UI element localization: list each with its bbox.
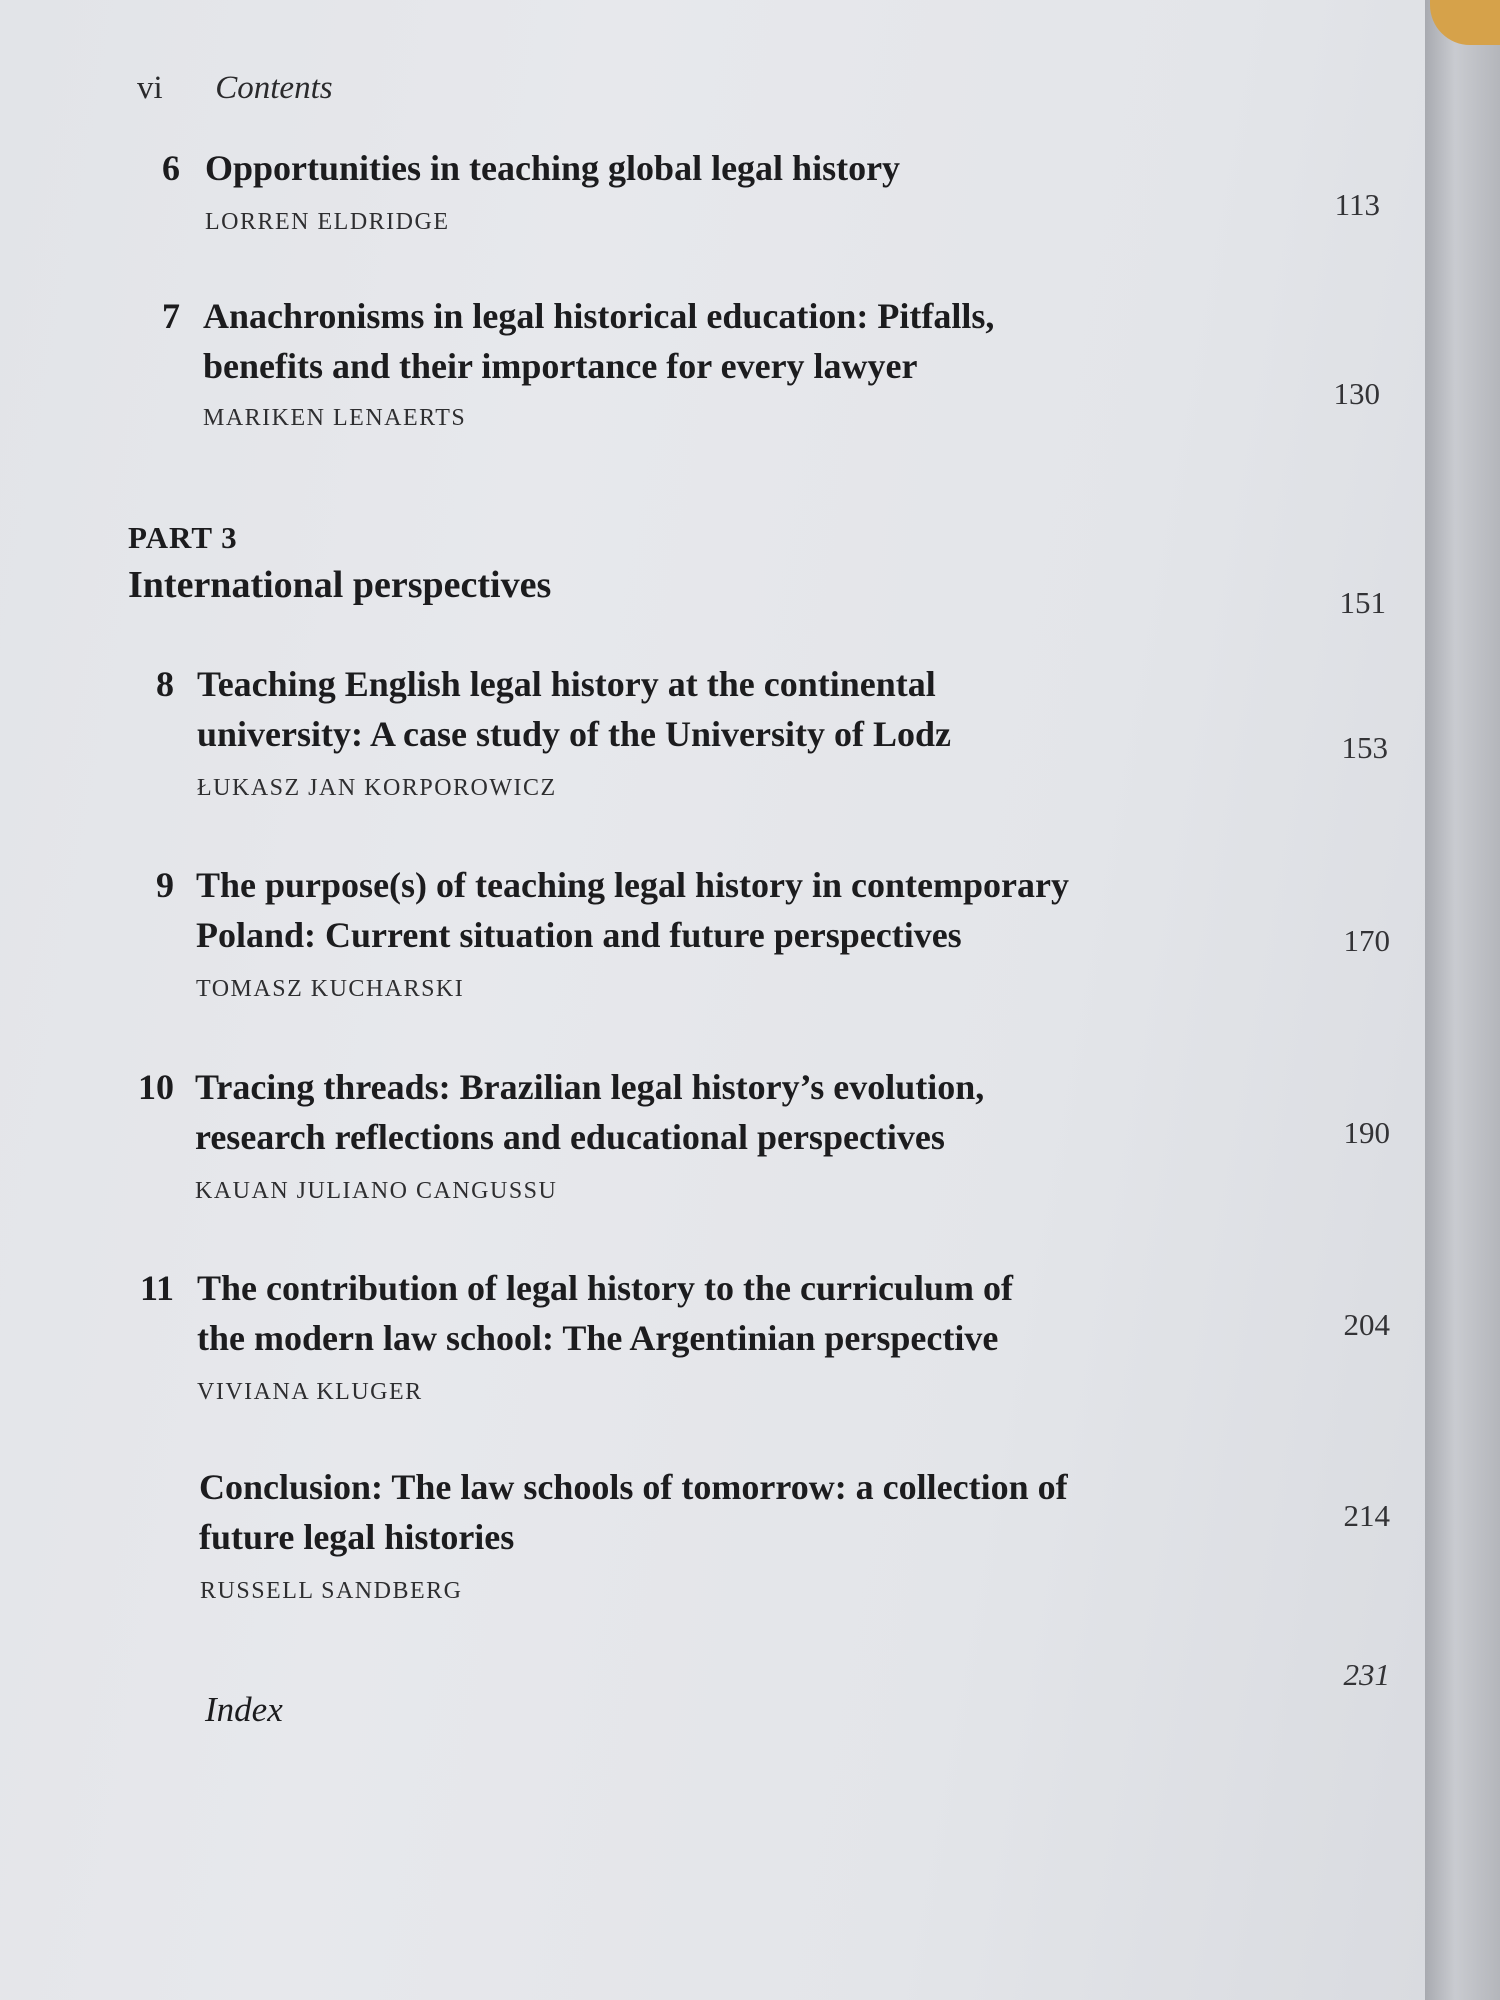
- chapter-number: 8: [156, 664, 174, 704]
- index-label: Index: [205, 1690, 283, 1729]
- chapter-author: MARIKEN LENAERTS: [203, 405, 467, 431]
- part-title: International perspectives: [128, 564, 552, 606]
- chapter-page: 153: [1341, 730, 1388, 765]
- chapter-title-line: Teaching English legal history at the continental: [197, 664, 936, 704]
- running-title: Contents: [215, 70, 333, 106]
- chapter-title-line: The contribution of legal history to the curriculum of: [197, 1268, 1013, 1308]
- chapter-title: [195, 1062, 984, 1162]
- chapter-title-line: Poland: Current situation and future perspectives: [196, 915, 962, 955]
- conclusion-title-line: future legal histories: [199, 1517, 515, 1557]
- chapter-author: LORREN ELDRIDGE: [205, 209, 450, 235]
- chapter-number: 10: [138, 1067, 174, 1107]
- conclusion-author: RUSSELL SANDBERG: [200, 1578, 463, 1604]
- chapter-author: TOMASZ KUCHARSKI: [196, 976, 465, 1002]
- chapter-title: [205, 143, 900, 193]
- chapter-number: 7: [162, 296, 180, 336]
- chapter-title-line: benefits and their importance for every lawyer: [203, 346, 918, 386]
- chapter-title-line: Opportunities in teaching global legal history: [205, 148, 901, 188]
- chapter-title-line: the modern law school: The Argentinian perspective: [197, 1318, 999, 1358]
- chapter-author: ŁUKASZ JAN KORPOROWICZ: [197, 775, 557, 801]
- chapter-number: 6: [162, 148, 180, 188]
- chapter-number: 11: [139, 1268, 174, 1308]
- conclusion-page: 214: [1343, 1498, 1390, 1533]
- part-page: 151: [1339, 585, 1386, 620]
- chapter-page: 113: [1334, 187, 1380, 222]
- part-label: PART 3: [128, 520, 238, 555]
- chapter-title: [196, 860, 1069, 960]
- conclusion-title-line: Conclusion: The law schools of tomorrow: a collection of: [199, 1467, 1068, 1507]
- chapter-title: [197, 1263, 1013, 1363]
- chapter-page: 204: [1343, 1307, 1390, 1342]
- chapter-title-line: university: A case study of the University of Lodz: [197, 714, 951, 754]
- chapter-author: KAUAN JULIANO CANGUSSU: [195, 1178, 558, 1204]
- chapter-title-line: Anachronisms in legal historical education: Pitfalls,: [203, 296, 995, 336]
- page-edge: [1425, 0, 1500, 2000]
- chapter-page: 130: [1333, 376, 1380, 411]
- chapter-title-line: research reflections and educational perspectives: [195, 1117, 945, 1157]
- chapter-page: 170: [1343, 923, 1390, 958]
- chapter-author: VIVIANA KLUGER: [197, 1379, 423, 1405]
- conclusion-title: [199, 1462, 1068, 1562]
- chapter-page: 190: [1343, 1115, 1390, 1150]
- running-header: [137, 70, 333, 107]
- chapter-title: [203, 291, 994, 391]
- chapter-title-line: The purpose(s) of teaching legal history in contemporary: [196, 865, 1069, 905]
- index-page: 231: [1343, 1657, 1390, 1692]
- chapter-number: 9: [156, 865, 174, 905]
- page-folio: vi: [137, 70, 163, 106]
- chapter-title: [197, 659, 951, 759]
- chapter-title-line: Tracing threads: Brazilian legal history’s evolution,: [195, 1067, 985, 1107]
